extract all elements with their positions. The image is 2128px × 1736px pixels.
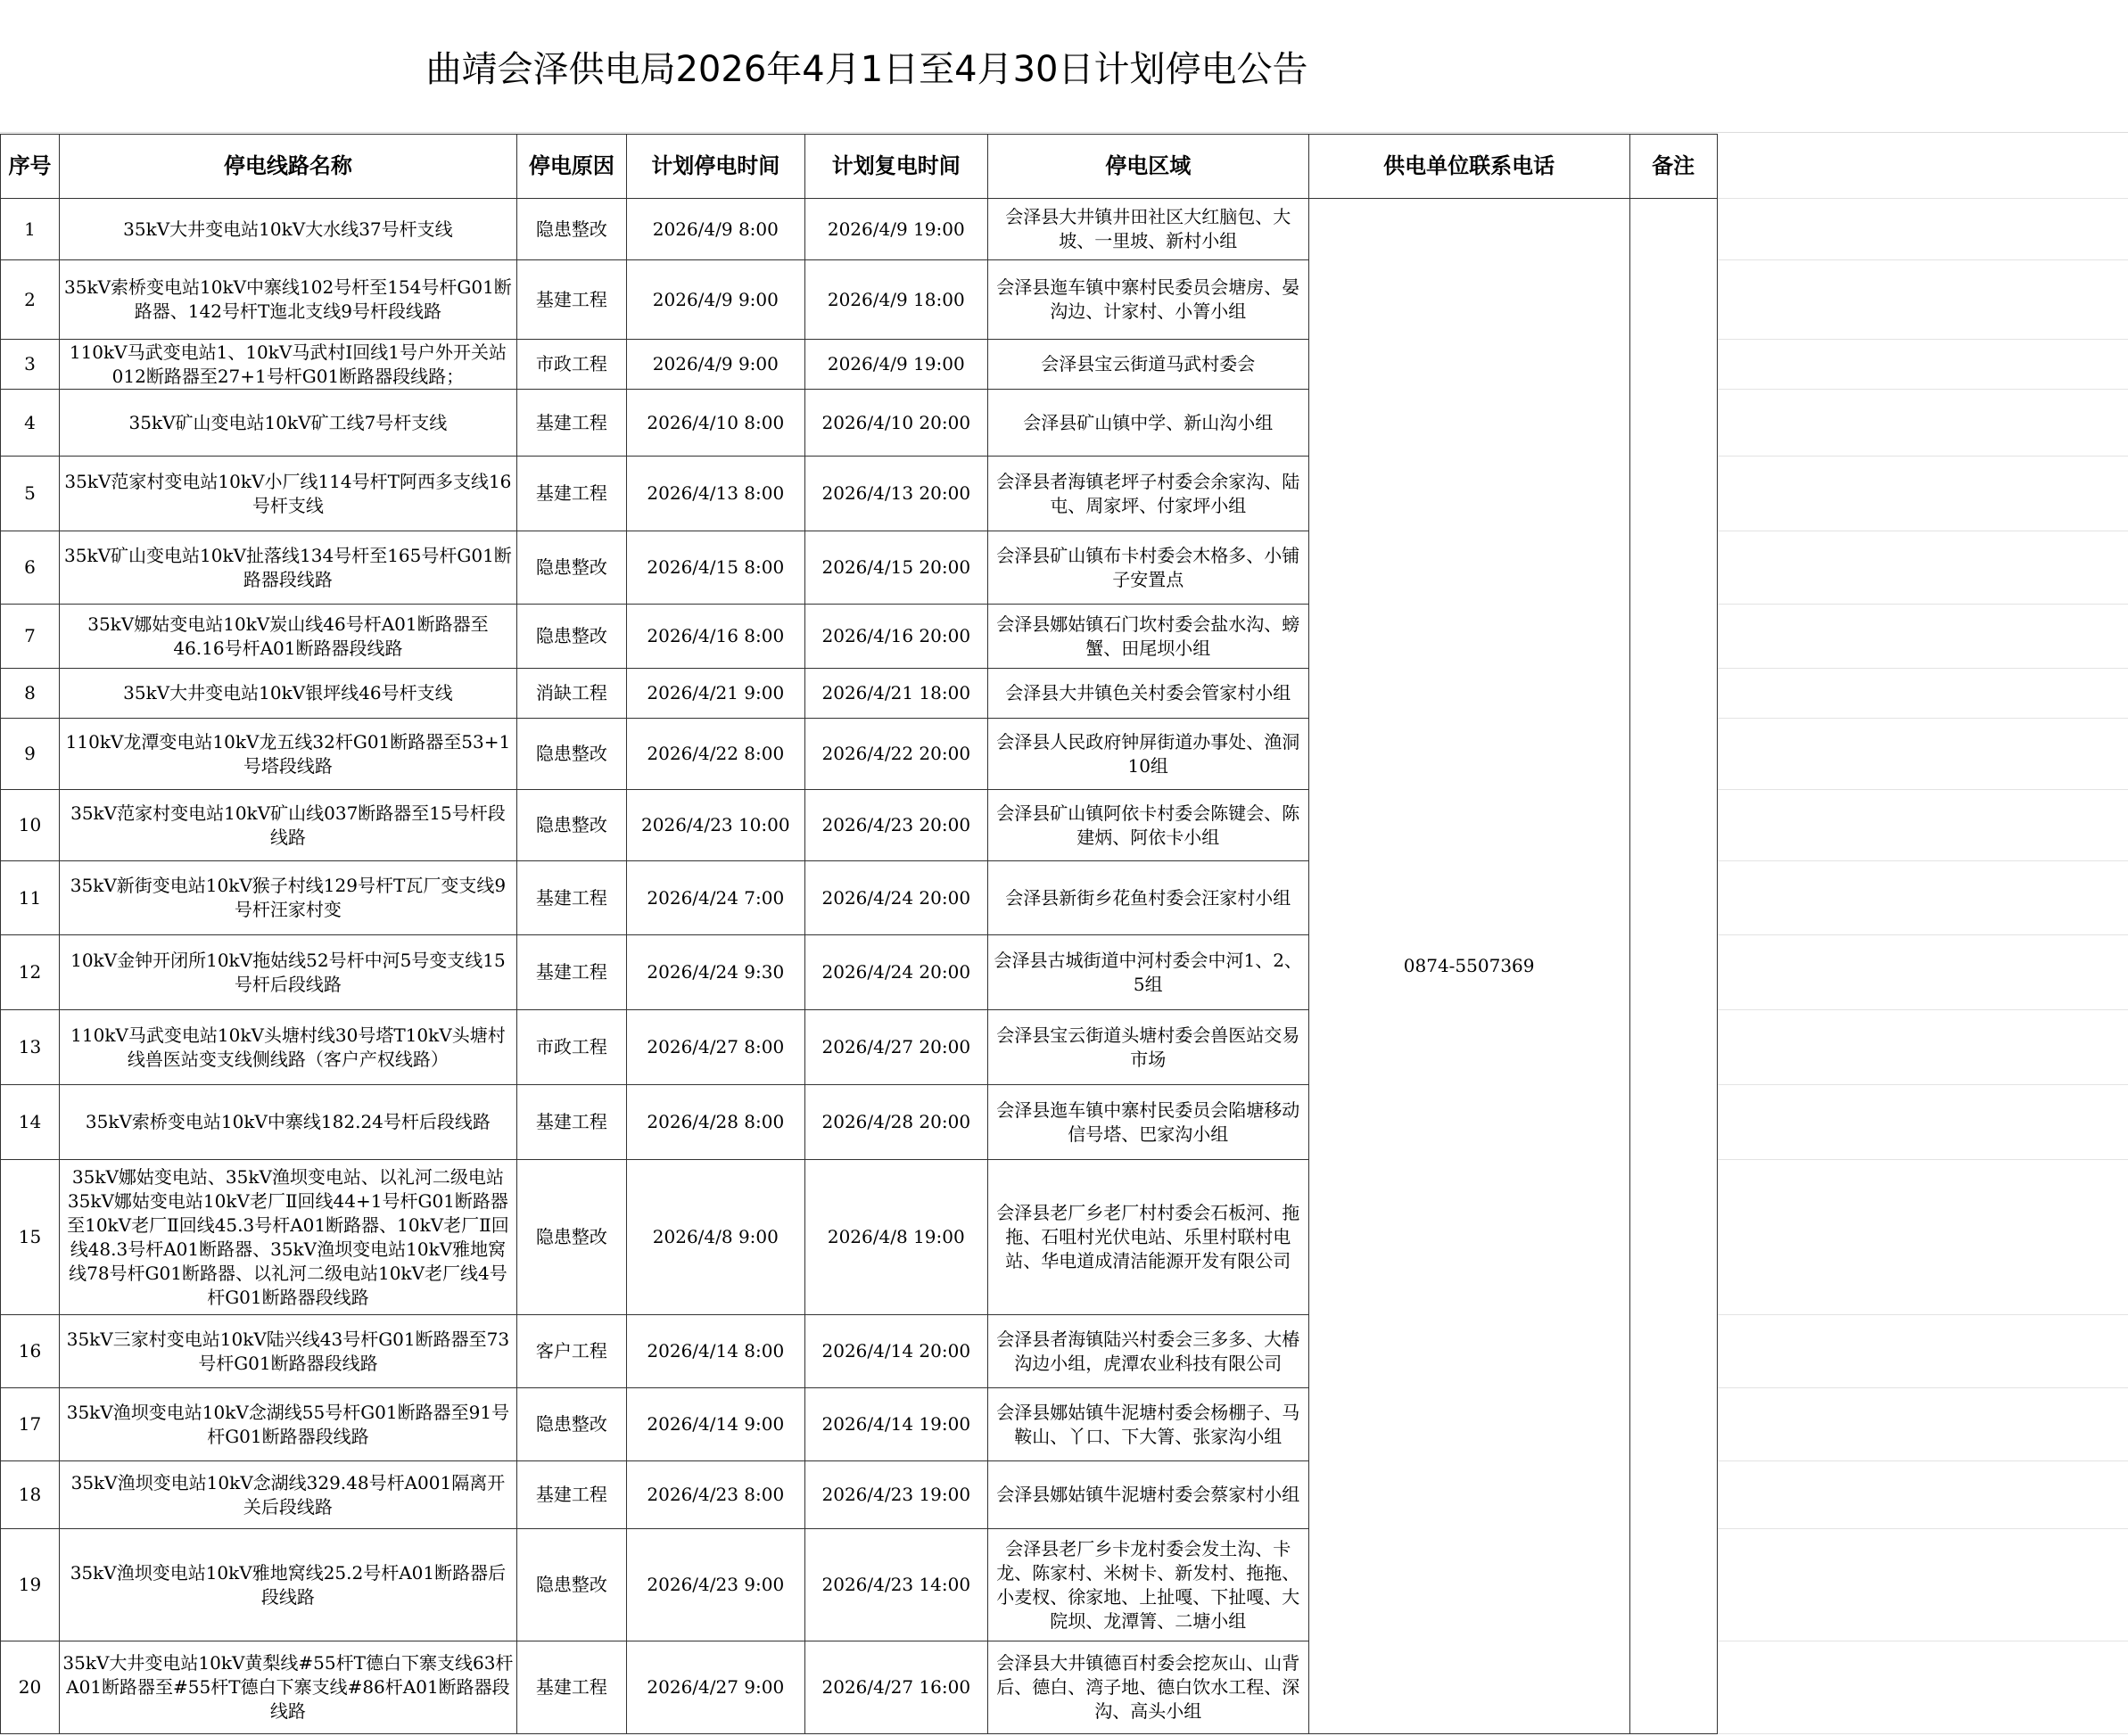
header-area: 停电区域 [987, 135, 1308, 199]
table-row [1, 1160, 2128, 1315]
outage-reason: 隐患整改 [516, 1160, 626, 1315]
planned-outage-time: 2026/4/14 8:00 [626, 1315, 804, 1388]
outage-area: 会泽县迤车镇中寨村民委员会塘房、晏沟边、计家村、小箐小组 [987, 260, 1308, 340]
header-start-time: 计划停电时间 [626, 135, 804, 199]
planned-restore-time: 2026/4/23 14:00 [804, 1529, 987, 1641]
planned-restore-time: 2026/4/23 19:00 [804, 1461, 987, 1529]
planned-restore-time: 2026/4/24 20:00 [804, 935, 987, 1010]
sheet-spare-cell [1717, 390, 2128, 457]
planned-outage-time: 2026/4/24 9:30 [626, 935, 804, 1010]
row-number: 16 [1, 1315, 60, 1388]
planned-restore-time: 2026/4/10 20:00 [804, 390, 987, 457]
row-number: 1 [1, 199, 60, 260]
planned-outage-time: 2026/4/16 8:00 [626, 605, 804, 669]
title-area [0, 0, 2128, 133]
line-name: 35kV索桥变电站10kV中寨线102号杆至154号杆G01断路器、142号杆T迤北支线9号杆段线路 [59, 260, 516, 340]
sheet-spare-cell [1717, 719, 2128, 790]
line-name: 35kV渔坝变电站10kV念湖线329.48号杆A001隔离开关后段线路 [59, 1461, 516, 1529]
line-name: 35kV大井变电站10kV银坪线46号杆支线 [59, 669, 516, 719]
planned-restore-time: 2026/4/27 16:00 [804, 1641, 987, 1734]
sheet-spare-cell [1717, 199, 2128, 260]
line-name: 35kV大井变电站10kV大水线37号杆支线 [59, 199, 516, 260]
planned-restore-time: 2026/4/8 19:00 [804, 1160, 987, 1315]
sheet-spare-cell [1717, 340, 2128, 390]
outage-reason: 隐患整改 [516, 605, 626, 669]
outage-reason: 隐患整改 [516, 1388, 626, 1461]
planned-restore-time: 2026/4/23 20:00 [804, 790, 987, 861]
outage-reason: 基建工程 [516, 861, 626, 935]
table-row [1, 390, 2128, 457]
sheet-spare-cell [1717, 260, 2128, 340]
header-remarks: 备注 [1629, 135, 1717, 199]
outage-area: 会泽县大井镇井田社区大红脑包、大坡、一里坡、新村小组 [987, 199, 1308, 260]
table-row [1, 260, 2128, 340]
planned-outage-time: 2026/4/14 9:00 [626, 1388, 804, 1461]
line-name: 10kV金钟开闭所10kV拖姑线52号杆中河5号变支线15号杆后段线路 [59, 935, 516, 1010]
row-number: 11 [1, 861, 60, 935]
table-row [1, 199, 2128, 260]
sheet-spare-cell [1717, 1461, 2128, 1529]
table-row [1, 669, 2128, 719]
outage-reason: 基建工程 [516, 935, 626, 1010]
row-number: 14 [1, 1085, 60, 1160]
line-name: 35kV渔坝变电站10kV雅地窝线25.2号杆A01断路器后段线路 [59, 1529, 516, 1641]
planned-outage-time: 2026/4/10 8:00 [626, 390, 804, 457]
outage-area: 会泽县娜姑镇牛泥塘村委会杨棚子、马鞍山、丫口、下大箐、张家沟小组 [987, 1388, 1308, 1461]
planned-restore-time: 2026/4/24 20:00 [804, 861, 987, 935]
outage-reason: 基建工程 [516, 390, 626, 457]
header-row [1, 135, 2128, 199]
table-row [1, 1529, 2128, 1641]
line-name: 110kV马武变电站10kV头塘村线30号塔T10kV头塘村线兽医站变支线侧线路（客户产权线路） [59, 1010, 516, 1085]
sheet-spare-cell [1717, 861, 2128, 935]
planned-outage-time: 2026/4/24 7:00 [626, 861, 804, 935]
outage-area: 会泽县老厂乡卡龙村委会发土沟、卡龙、陈家村、米树卡、新发村、拖拖、小麦杈、徐家地、上扯嘎、下扯嘎、大院坝、龙潭箐、二塘小组 [987, 1529, 1308, 1641]
outage-reason: 客户工程 [516, 1315, 626, 1388]
planned-outage-time: 2026/4/27 9:00 [626, 1641, 804, 1734]
table-row [1, 531, 2128, 605]
outage-area: 会泽县人民政府钟屏街道办事处、渔洞10组 [987, 719, 1308, 790]
table-row [1, 1010, 2128, 1085]
outage-reason: 消缺工程 [516, 669, 626, 719]
line-name: 110kV马武变电站1、10kV马武村Ⅰ回线1号户外开关站012断路器至27+1号杆G01断路器段线路； [59, 340, 516, 390]
outage-reason: 隐患整改 [516, 199, 626, 260]
planned-outage-time: 2026/4/9 8:00 [626, 199, 804, 260]
outage-area: 会泽县宝云街道头塘村委会兽医站交易市场 [987, 1010, 1308, 1085]
row-number: 18 [1, 1461, 60, 1529]
line-name: 35kV娜姑变电站、35kV渔坝变电站、以礼河二级电站35kV娜姑变电站10kV老厂Ⅱ回线44+1号杆G01断路器至10kV老厂Ⅱ回线45.3号杆A01断路器、10kV老厂Ⅱ回线48.3号杆A01断路器、35kV渔坝变电站10kV雅地窝线78号杆G01断路器、以礼河二级电站10kV老厂线4号杆G01断路器段线路 [59, 1160, 516, 1315]
table-row [1, 790, 2128, 861]
row-number: 3 [1, 340, 60, 390]
planned-restore-time: 2026/4/28 20:00 [804, 1085, 987, 1160]
sheet-spare-cell [1717, 1010, 2128, 1085]
line-name: 35kV矿山变电站10kV扯落线134号杆至165号杆G01断路器段线路 [59, 531, 516, 605]
planned-restore-time: 2026/4/9 18:00 [804, 260, 987, 340]
sheet-spare-cell [1717, 935, 2128, 1010]
outage-area: 会泽县新街乡花鱼村委会汪家村小组 [987, 861, 1308, 935]
outage-reason: 基建工程 [516, 1085, 626, 1160]
row-number: 12 [1, 935, 60, 1010]
sheet-spare-cell [1717, 1641, 2128, 1734]
row-number: 20 [1, 1641, 60, 1734]
planned-outage-time: 2026/4/15 8:00 [626, 531, 804, 605]
table-row [1, 1461, 2128, 1529]
line-name: 35kV索桥变电站10kV中寨线182.24号杆后段线路 [59, 1085, 516, 1160]
planned-restore-time: 2026/4/27 20:00 [804, 1010, 987, 1085]
row-number: 4 [1, 390, 60, 457]
header-reason: 停电原因 [516, 135, 626, 199]
sheet-spare-cell [1717, 790, 2128, 861]
outage-reason: 隐患整改 [516, 719, 626, 790]
line-name: 35kV范家村变电站10kV小厂线114号杆T阿西多支线16号杆支线 [59, 457, 516, 531]
outage-area: 会泽县矿山镇阿依卡村委会陈键会、陈建炳、阿依卡小组 [987, 790, 1308, 861]
header-end-time: 计划复电时间 [804, 135, 987, 199]
outage-area: 会泽县矿山镇中学、新山沟小组 [987, 390, 1308, 457]
header-no: 序号 [1, 135, 60, 199]
sheet-spare-cell [1717, 605, 2128, 669]
outage-table [0, 134, 2128, 1734]
sheet-spare-cell [1717, 1529, 2128, 1641]
sheet-spare-cell [1717, 1388, 2128, 1461]
row-number: 9 [1, 719, 60, 790]
row-number: 7 [1, 605, 60, 669]
outage-reason: 隐患整改 [516, 790, 626, 861]
outage-reason: 市政工程 [516, 1010, 626, 1085]
outage-area: 会泽县者海镇陆兴村委会三多多、大椿沟边小组，虎潭农业科技有限公司 [987, 1315, 1308, 1388]
sheet-spare-cell [1717, 531, 2128, 605]
contact-phone: 0874-5507369 [1308, 199, 1629, 1734]
table-row [1, 935, 2128, 1010]
outage-area: 会泽县古城街道中河村委会中河1、2、5组 [987, 935, 1308, 1010]
table-body [1, 199, 2128, 1734]
outage-area: 会泽县迤车镇中寨村民委员会陷塘移动信号塔、巴家沟小组 [987, 1085, 1308, 1160]
planned-outage-time: 2026/4/8 9:00 [626, 1160, 804, 1315]
outage-reason: 基建工程 [516, 1641, 626, 1734]
table-row [1, 1085, 2128, 1160]
outage-reason: 市政工程 [516, 340, 626, 390]
planned-restore-time: 2026/4/9 19:00 [804, 199, 987, 260]
outage-area: 会泽县者海镇老坪子村委会余家沟、陆屯、周家坪、付家坪小组 [987, 457, 1308, 531]
row-number: 13 [1, 1010, 60, 1085]
line-name: 35kV矿山变电站10kV矿工线7号杆支线 [59, 390, 516, 457]
table-row [1, 1388, 2128, 1461]
planned-restore-time: 2026/4/16 20:00 [804, 605, 987, 669]
sheet-spare-cell [1717, 457, 2128, 531]
outage-area: 会泽县大井镇色关村委会管家村小组 [987, 669, 1308, 719]
outage-reason: 基建工程 [516, 1461, 626, 1529]
planned-outage-time: 2026/4/21 9:00 [626, 669, 804, 719]
outage-area: 会泽县宝云街道马武村委会 [987, 340, 1308, 390]
planned-outage-time: 2026/4/27 8:00 [626, 1010, 804, 1085]
row-number: 15 [1, 1160, 60, 1315]
sheet-spare-cell [1717, 1315, 2128, 1388]
table-row [1, 719, 2128, 790]
row-number: 10 [1, 790, 60, 861]
outage-area: 会泽县娜姑镇石门坎村委会盐水沟、螃蟹、田尾坝小组 [987, 605, 1308, 669]
header-contact-phone: 供电单位联系电话 [1308, 135, 1629, 199]
table-row [1, 861, 2128, 935]
planned-restore-time: 2026/4/22 20:00 [804, 719, 987, 790]
line-name: 35kV新街变电站10kV猴子村线129号杆T瓦厂变支线9号杆汪家村变 [59, 861, 516, 935]
sheet-spare-cell [1717, 669, 2128, 719]
row-number: 6 [1, 531, 60, 605]
planned-outage-time: 2026/4/23 10:00 [626, 790, 804, 861]
line-name: 35kV大井变电站10kV黄梨线#55杆T德白下寨支线63杆A01断路器至#55杆T德白下寨支线#86杆A01断路器段线路 [59, 1641, 516, 1734]
outage-reason: 基建工程 [516, 457, 626, 531]
planned-outage-time: 2026/4/9 9:00 [626, 340, 804, 390]
table-row [1, 340, 2128, 390]
planned-restore-time: 2026/4/13 20:00 [804, 457, 987, 531]
outage-reason: 隐患整改 [516, 531, 626, 605]
planned-outage-time: 2026/4/22 8:00 [626, 719, 804, 790]
sheet-spare-cell [1717, 1160, 2128, 1315]
outage-area: 会泽县娜姑镇牛泥塘村委会蔡家村小组 [987, 1461, 1308, 1529]
planned-outage-time: 2026/4/23 9:00 [626, 1529, 804, 1641]
outage-area: 会泽县矿山镇布卡村委会木格多、小铺子安置点 [987, 531, 1308, 605]
planned-outage-time: 2026/4/23 8:00 [626, 1461, 804, 1529]
line-name: 35kV娜姑变电站10kV炭山线46号杆A01断路器至46.16号杆A01断路器段线路 [59, 605, 516, 669]
planned-restore-time: 2026/4/9 19:00 [804, 340, 987, 390]
row-number: 19 [1, 1529, 60, 1641]
row-number: 2 [1, 260, 60, 340]
planned-restore-time: 2026/4/14 20:00 [804, 1315, 987, 1388]
outage-area: 会泽县老厂乡老厂村村委会石板河、拖拖、石咀村光伏电站、乐里村联村电站、华电道成清洁能源开发有限公司 [987, 1160, 1308, 1315]
planned-outage-time: 2026/4/13 8:00 [626, 457, 804, 531]
sheet-spare-cell [1717, 135, 2128, 199]
row-number: 5 [1, 457, 60, 531]
page-title: 曲靖会泽供电局2026年4月1日至4月30日计划停电公告 [425, 49, 1308, 90]
remarks-cell [1629, 199, 1717, 1734]
table-row [1, 1315, 2128, 1388]
header-line-name: 停电线路名称 [59, 135, 516, 199]
row-number: 8 [1, 669, 60, 719]
table-row [1, 457, 2128, 531]
outage-area: 会泽县大井镇德百村委会挖灰山、山背后、德白、湾子地、德白饮水工程、深沟、高头小组 [987, 1641, 1308, 1734]
line-name: 35kV渔坝变电站10kV念湖线55号杆G01断路器至91号杆G01断路器段线路 [59, 1388, 516, 1461]
line-name: 110kV龙潭变电站10kV龙五线32杆G01断路器至53+1号塔段线路 [59, 719, 516, 790]
planned-restore-time: 2026/4/15 20:00 [804, 531, 987, 605]
line-name: 35kV三家村变电站10kV陆兴线43号杆G01断路器至73号杆G01断路器段线路 [59, 1315, 516, 1388]
row-number: 17 [1, 1388, 60, 1461]
outage-reason: 隐患整改 [516, 1529, 626, 1641]
planned-outage-time: 2026/4/9 9:00 [626, 260, 804, 340]
sheet-spare-cell [1717, 1085, 2128, 1160]
planned-restore-time: 2026/4/21 18:00 [804, 669, 987, 719]
planned-restore-time: 2026/4/14 19:00 [804, 1388, 987, 1461]
planned-outage-time: 2026/4/28 8:00 [626, 1085, 804, 1160]
line-name: 35kV范家村变电站10kV矿山线037断路器至15号杆段线路 [59, 790, 516, 861]
outage-reason: 基建工程 [516, 260, 626, 340]
table-row [1, 1641, 2128, 1734]
table-row [1, 605, 2128, 669]
